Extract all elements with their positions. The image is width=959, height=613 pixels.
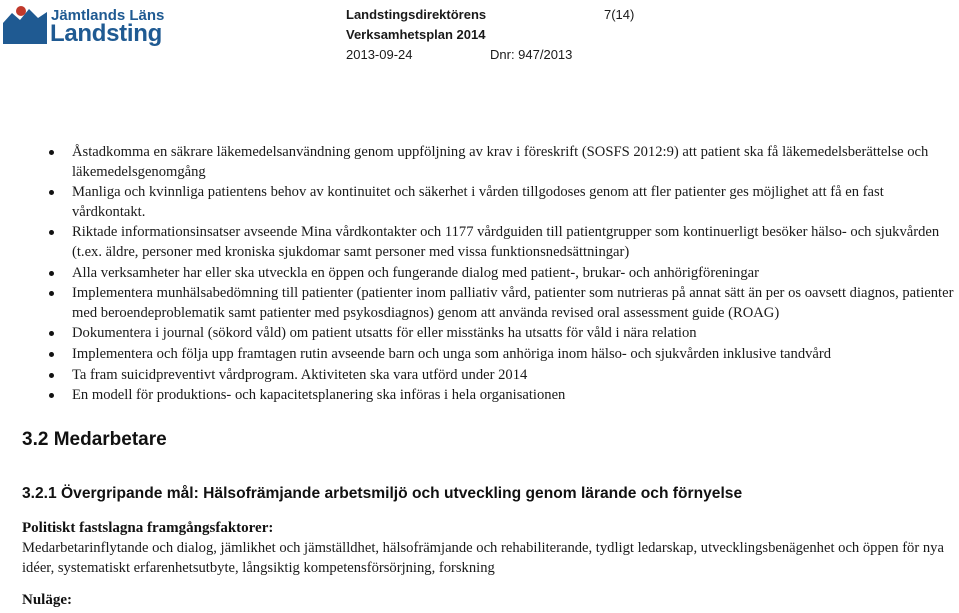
bullet-dot [49, 291, 54, 296]
factors-paragraph: Medarbetarinflytande och dialog, jämlikhet och jämställdhet, hälsofrämjande och rehabiliterande, tydligt ledarskap, utvecklingsbenägenhet och öppen för nya idéer, systematiskt erfarenhetsutbyte, långsiktig kompetensförsörjning, forskning [22, 540, 944, 576]
list-item: Implementera munhälsabedömning till patienter (patienter inom palliativ vård, patienter som nutrieras på annat sätt än per os oavsett diagnos, patienter med beroendeproblematik samt patienter med psykosdiagnos) genom att använda revised oral assessment guide (ROAG) [0, 284, 959, 323]
list-item: En modell för produktions- och kapacitetsplanering ska införas i hela organisationen [0, 386, 959, 406]
list-item: Dokumentera i journal (sökord våld) om patient utsatts för eller misstänks ha utsatts för våld i nära relation [0, 324, 959, 344]
bullet-dot [49, 331, 54, 336]
logo-line-2: Landsting [50, 20, 162, 47]
doc-title-2: Verksamhetsplan 2014 [346, 27, 486, 42]
logo-line-1: Jämtlands Läns [51, 7, 165, 24]
list-item: Ta fram suicidpreventivt vårdprogram. Aktiviteten ska vara utförd under 2014 [0, 366, 959, 386]
list-item: Alla verksamheter har eller ska utveckla en öppen och fungerande dialog med patient-, brukar- och anhörigföreningar [0, 264, 959, 284]
factors-heading: Politiskt fastslagna framgångsfaktorer: [22, 520, 274, 536]
bullet-dot [49, 230, 54, 235]
region-emblem-icon [2, 1, 48, 45]
doc-date: 2013-09-24 [346, 47, 413, 62]
bullet-dot [49, 393, 54, 398]
page-number: 7(14) [604, 7, 635, 22]
list-item: Riktade informationsinsatser avseende Mina vårdkontakter och 1177 vårdguiden till patientgrupper som kontinuerligt besöker hälso- och sjukvården (t.ex. äldre, personer med kroniska sjukdomar samt personer med vissa funktionsnedsättningar) [0, 223, 959, 262]
list-item: Implementera och följa upp framtagen rutin avseende barn och unga som anhöriga inom hälso- och sjukvården inklusive tandvård [0, 345, 959, 365]
subsection-heading: 3.2.1 Övergripande mål: Hälsofrämjande arbetsmiljö och utveckling genom lärande och förnyelse [22, 485, 743, 502]
goal-bullet-list [0, 143, 959, 406]
bullet-dot [49, 352, 54, 357]
bullet-dot [49, 373, 54, 378]
logo [2, 1, 165, 47]
bullet-dot [49, 190, 54, 195]
section-heading: 3.2 Medarbetare [22, 429, 167, 450]
bullet-dot [49, 271, 54, 276]
doc-dnr: Dnr: 947/2013 [490, 47, 573, 62]
list-item: Åstadkomma en säkrare läkemedelsanvändning genom uppföljning av krav i föreskrift (SOSFS 2012:9) att patient ska få läkemedelsberättelse och läkemedelsgenomgång [0, 143, 959, 182]
bullet-dot [49, 150, 54, 155]
status-heading: Nuläge: [22, 592, 72, 608]
doc-title-1: Landstingsdirektörens [346, 7, 487, 22]
list-item: Manliga och kvinnliga patientens behov av kontinuitet och säkerhet i vården tillgodoses genom att fler patienter ges möjlighet att få en fast vårdkontakt. [0, 183, 959, 222]
